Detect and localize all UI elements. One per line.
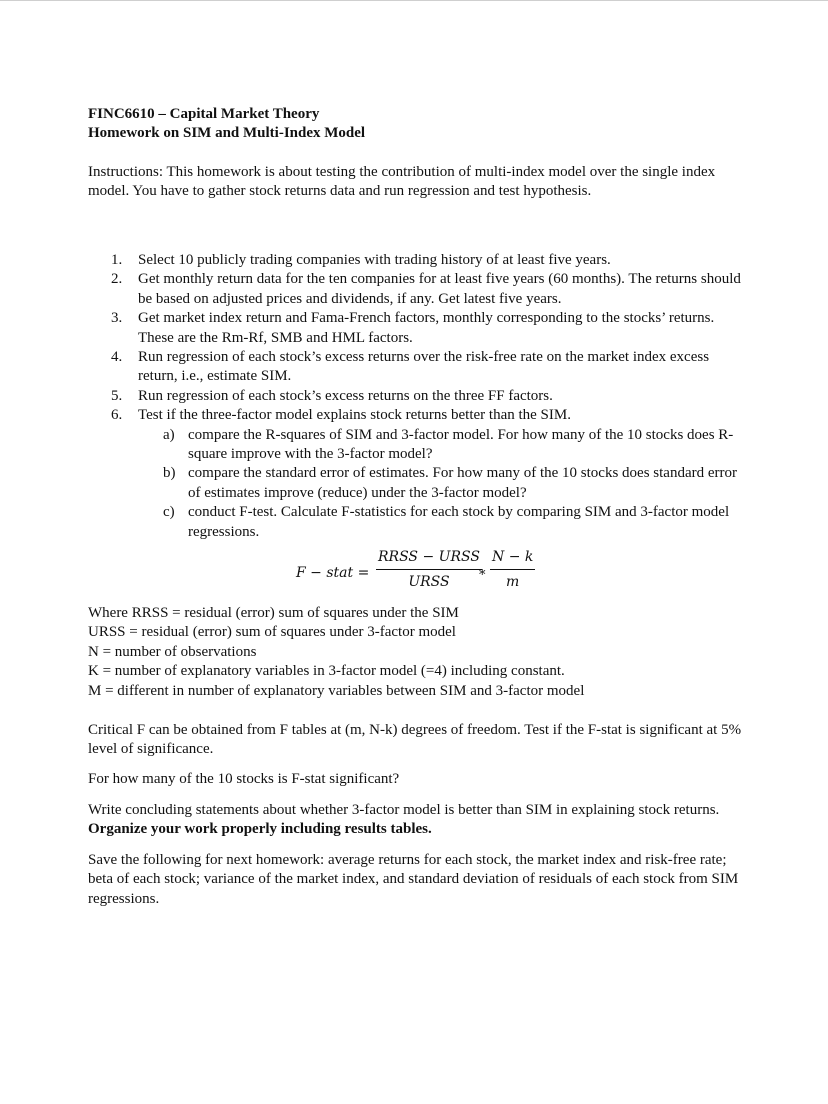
conclusion-emphasis: Organize your work properly including results tables. <box>88 821 432 838</box>
list-item <box>88 251 748 270</box>
fraction-numerator: RRSS − URSS <box>378 549 480 565</box>
save-note-paragraph: Save the following for next homework: average returns for each stock, the market index and risk-free rate; beta of each stock; variance of the market index, and standard deviation of residuals of each stock from SIM regressions. <box>88 852 739 907</box>
substep-letter: a) <box>163 426 175 443</box>
list-item <box>88 270 748 309</box>
step-number: 2. <box>111 271 123 288</box>
list-item <box>88 309 748 348</box>
formula-fraction-2 <box>490 548 535 593</box>
conclusion-paragraph <box>88 801 748 840</box>
list-item <box>138 503 748 542</box>
step-number: 3. <box>111 310 123 327</box>
substeps-list <box>138 426 748 542</box>
step-number: 1. <box>111 252 123 268</box>
definition-line: Where RRSS = residual (error) sum of squares under the SIM <box>88 605 459 621</box>
course-title: FINC6610 – Capital Market Theory <box>88 106 320 122</box>
substep-text: conduct F-test. Calculate F-statistics for each stock by comparing SIM and 3-factor model regressions. <box>188 504 730 540</box>
list-item <box>138 426 748 465</box>
substep-text: compare the R-squares of SIM and 3-factor model. For how many of the 10 stocks does R-square improve with the 3-factor model? <box>188 426 734 463</box>
formula-fraction-1 <box>376 548 482 593</box>
fraction-bar <box>490 569 535 570</box>
fraction-denominator: m <box>506 574 520 591</box>
step-number: 4. <box>111 349 123 366</box>
formula-times: * <box>479 568 486 583</box>
list-item <box>138 464 748 503</box>
definition-line: URSS = residual (error) sum of squares under 3-factor model <box>88 624 456 641</box>
homework-title: Homework on SIM and Multi-Index Model <box>88 125 366 142</box>
step-text: Run regression of each stock’s excess returns over the risk-free rate on the market index excess return, i.e., estimate SIM. <box>138 349 710 385</box>
substep-text: compare the standard error of estimates. For how many of the 10 stocks does standard error of estimates improve (reduce) under the 3-factor model? <box>188 465 738 501</box>
step-text: Run regression of each stock’s excess returns on the three FF factors. <box>138 387 553 404</box>
f-stat-question: For how many of the 10 stocks is F-stat significant? <box>88 771 400 787</box>
step-text: Get market index return and Fama-French factors, monthly corresponding to the stocks’ returns. These are the Rm-Rf, SMB and HML factors. <box>138 310 715 346</box>
fraction-numerator: N − k <box>492 549 534 565</box>
steps-list <box>88 251 748 542</box>
step-number: 6. <box>111 407 123 424</box>
list-item <box>88 348 748 387</box>
formula-lhs: F − stat = <box>296 565 370 581</box>
step-number: 5. <box>111 387 123 404</box>
step-text: Test if the three-factor model explains stock returns better than the SIM. <box>138 407 571 424</box>
step-text: Select 10 publicly trading companies with trading history of at least five years. <box>138 252 611 268</box>
definition-line: K = number of explanatory variables in 3-factor model (=4) including constant. <box>88 663 565 680</box>
definition-line: N = number of observations <box>88 643 257 660</box>
instructions-paragraph: Instructions: This homework is about testing the contribution of multi-index model over the single index model. You have to gather stock returns data and run regression and test hypothesis. <box>88 164 716 200</box>
step-text: Get monthly return data for the ten companies for at least five years (60 months). The returns should be based on adjusted prices and dividends, if any. Get latest five years. <box>138 271 741 307</box>
definitions-block <box>88 604 748 701</box>
critical-f-paragraph: Critical F can be obtained from F tables at (m, N-k) degrees of freedom. Test if the F-stat is significant at 5% level of significance. <box>88 722 742 758</box>
fraction-bar <box>376 569 482 570</box>
substep-letter: b) <box>163 465 176 482</box>
fraction-denominator: URSS <box>408 574 450 591</box>
substep-letter: c) <box>163 504 175 521</box>
list-item <box>88 406 748 542</box>
list-item <box>88 387 748 406</box>
definition-line: M = different in number of explanatory variables between SIM and 3-factor model <box>88 682 585 699</box>
conclusion-text: Write concluding statements about whether 3-factor model is better than SIM in explaining stock returns. <box>88 802 720 818</box>
document-header <box>88 105 365 144</box>
